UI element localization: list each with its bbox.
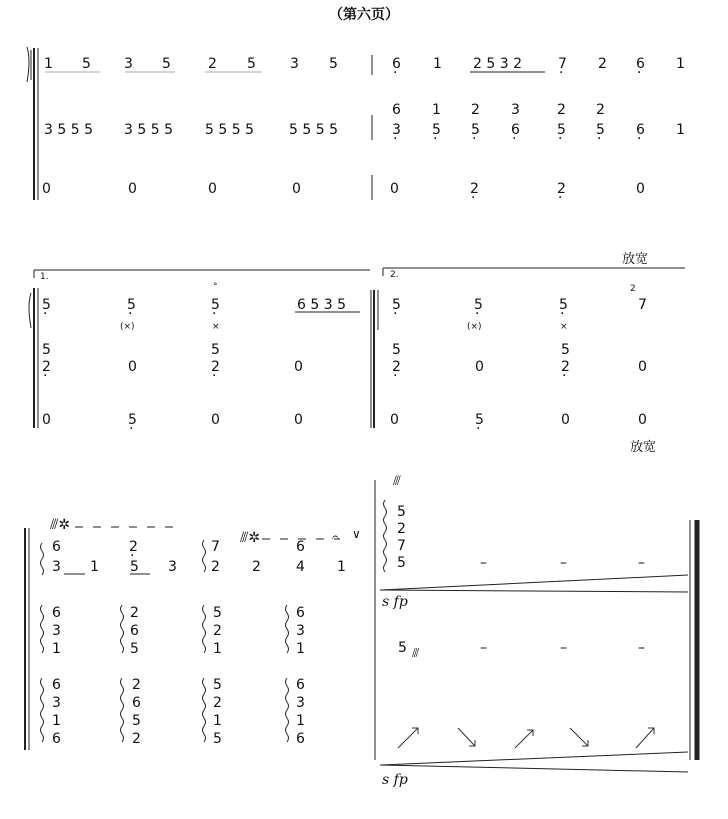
note: 0 [42,181,51,197]
chord-note: 2 [397,521,406,537]
cross-mark: × [560,322,568,332]
note: 2 [596,102,605,118]
note: 5 [398,640,407,656]
note: 7 [638,297,647,313]
note: 4 [296,559,305,575]
chord-note: 1 [296,713,305,729]
note: 0 [42,412,51,428]
crescendo-upper [380,575,688,590]
brace-system1 [27,47,31,82]
chord-note: 2 [213,623,222,639]
chord-note: 6 [52,677,61,693]
note: 6 [296,539,305,555]
note: 5 · [471,123,480,137]
arrows-strum [398,728,654,748]
chord-note: 6 [296,731,305,747]
note: 6 · [392,57,401,71]
chord-note: 5 [213,677,222,693]
note: 5 · [474,298,483,312]
note: 5 · [128,413,137,427]
note: 5 [392,342,401,358]
note: 5 · [211,298,220,312]
note: 0 [636,181,645,197]
harmonic-mark: (×) [467,322,482,332]
note: 2 · [211,360,220,374]
chord-note: 2 [132,677,141,693]
note: 0 [390,181,399,197]
chord-note: 3 [296,623,305,639]
note: 5 · [596,123,605,137]
chord-note: 1 [296,641,305,657]
chord-note: 5 [397,504,406,520]
note: 0 [561,412,570,428]
note: 0 [208,181,217,197]
chord-note: 6 [132,695,141,711]
note: 6 · [511,123,520,137]
circle-mark: ° [213,282,218,292]
chord-note: 5 [130,641,139,657]
note: 5 [247,56,256,72]
note: 0 [128,181,137,197]
note: 6 [52,539,61,555]
tremolo-fermata-icon: ⫻ [393,474,401,489]
chord-note: 2 [132,731,141,747]
note: 6 · [636,123,645,137]
chord-note: 3 [52,623,61,639]
note: 0 [475,359,484,375]
dash: – [638,555,645,571]
fermata-icon: 𝄐 [332,530,339,544]
note: 3 [290,56,299,72]
chord-note: 5 [132,713,141,729]
note: 0 [292,181,301,197]
chord-note: 6 [52,731,61,747]
chord-note: 6 [52,605,61,621]
crescendo-lower [380,752,688,765]
fangkuan-label-bottom: 放宽 [630,440,657,455]
dash: – [638,640,645,656]
page-title: （第六页） [329,7,399,23]
chord-note: 2 [213,695,222,711]
note: 5 · [559,298,568,312]
note: 6 [392,102,401,118]
note: 5 · [432,123,441,137]
ending2-label: 2. [390,270,399,280]
note: 2 [208,56,217,72]
dynamic-sfp: s fp [382,594,408,610]
chord-note: 1 [52,713,61,729]
chord-note: 2 [130,605,139,621]
dynamic-sfp: s fp [382,772,408,788]
note: 3 [52,559,61,575]
chord-note: 1 [52,641,61,657]
note: 2 [211,559,220,575]
note: 2 · [557,182,566,196]
note: 2 · [129,540,138,554]
note: 1 [337,559,346,575]
chord-note: 7 [397,538,406,554]
note: 6 5 3 5 [297,297,346,313]
note: 2 [471,102,480,118]
chord-note: 3 [296,695,305,711]
chord-note: 1 [213,713,222,729]
breath-mark: ∨ [352,527,361,541]
note: 0 [390,412,399,428]
note: 2 · [42,360,51,374]
note: 0 [294,412,303,428]
note: 3 [124,56,133,72]
note: 5 · [475,413,484,427]
note: 5 [42,342,51,358]
note: 0 [211,412,220,428]
note: 0 [128,359,137,375]
note: 5 · [42,298,51,312]
dash: – [480,640,487,656]
note: 3 [168,559,177,575]
note: 1 [44,56,53,72]
note: 2 · [392,360,401,374]
ending1-label: 1. [40,272,49,282]
note: 0 [638,412,647,428]
tremolo-icon: ⫻✲ [50,517,71,533]
cross-mark: × [212,322,220,332]
note: 1 [433,56,442,72]
fangkuan-label-top: 放宽 [622,252,649,267]
note: 3 · [392,123,401,137]
note: 5 [211,342,220,358]
note: 2 [557,102,566,118]
note: 1 [90,559,99,575]
note: 6 · [636,57,645,71]
dash: – [480,555,487,571]
chord-note: 1 [213,641,222,657]
note: 1 [676,122,685,138]
note: 5 5 5 5 [289,122,338,138]
note: 5 · [127,298,136,312]
note: 0 [638,359,647,375]
note: 3 5 5 5 [124,122,173,138]
note: 5 [561,342,570,358]
note: 3 [511,102,520,118]
dash: – [560,640,567,656]
chord-note: 6 [130,623,139,639]
note: 5 [329,56,338,72]
note: 2 · [561,360,570,374]
grace-note: 2 [630,284,636,294]
chord-note: 3 [52,695,61,711]
note: 3 5 5 5 [44,122,93,138]
note: 1 [676,56,685,72]
harmonic-mark: (×) [120,322,135,332]
note: 5 · [557,123,566,137]
tremolo-icon: ⫻ [412,646,420,660]
note: 5 [130,559,139,575]
note: 7 · [558,57,567,71]
note: 7 [211,539,220,555]
note: 5 [82,56,91,72]
tremolo-icon: ⫻✲ [240,530,261,546]
chord-note: 5 [213,731,222,747]
note: 5 5 5 5 [205,122,254,138]
note: 2 [252,559,261,575]
chord-note: 5 [397,555,406,571]
chord-note: 6 [296,605,305,621]
note: 0 [294,359,303,375]
note: 5 · [392,298,401,312]
note: 2 [598,56,607,72]
chord-note: 5 [213,605,222,621]
note: 5 [162,56,171,72]
chord-note: 6 [296,677,305,693]
dash: – [560,555,567,571]
note: 2 · [470,182,479,196]
note: 1 [432,102,441,118]
note: 2 5 3 2 [473,56,522,72]
